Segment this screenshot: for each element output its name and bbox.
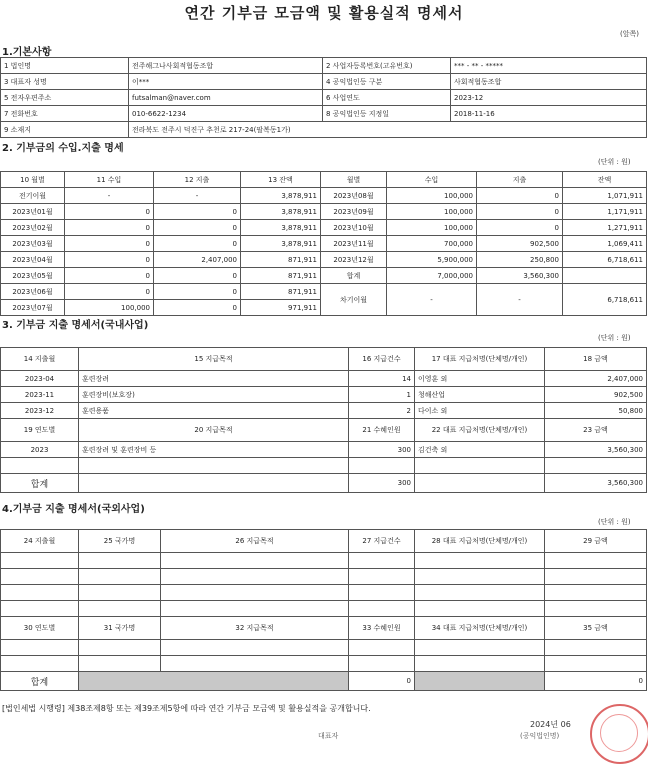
empty-cell xyxy=(1,585,79,601)
column-header: 지출 xyxy=(477,172,563,188)
empty-cell xyxy=(1,569,79,585)
table-row xyxy=(1,403,647,419)
amount-cell: 902,500 xyxy=(477,236,563,252)
amount-cell: 6,718,611 xyxy=(563,252,647,268)
section2-heading: 2. 기부금의 수입.지출 명세 xyxy=(2,143,124,154)
column-header: 14 지출월 xyxy=(1,348,79,371)
table-header-row xyxy=(1,172,647,188)
empty-cell xyxy=(545,458,647,474)
purpose-cell: 훈련장비(보호장) xyxy=(79,387,349,403)
month-cell: 2023-11 xyxy=(1,387,79,403)
month-cell: 차기이월 xyxy=(321,284,387,316)
empty-cell xyxy=(349,585,415,601)
month-cell: 2023년12월 xyxy=(321,252,387,268)
amount-cell: 6,718,611 xyxy=(563,284,647,316)
table-row xyxy=(1,220,647,236)
month-cell: 2023년04월 xyxy=(1,252,65,268)
empty-cell xyxy=(415,569,545,585)
info-label: 9 소재지 xyxy=(1,122,129,138)
table-row xyxy=(1,188,647,204)
amount-cell: 2,407,000 xyxy=(545,371,647,387)
year-cell: 2023 xyxy=(1,442,79,458)
amount-cell: 0 xyxy=(65,220,154,236)
table-row xyxy=(1,640,647,656)
table-row xyxy=(1,387,647,403)
column-header: 16 지급건수 xyxy=(349,348,415,371)
column-header: 33 수혜인원 xyxy=(349,617,415,640)
column-header: 29 금액 xyxy=(545,530,647,553)
info-row xyxy=(1,106,647,122)
shaded-cell xyxy=(79,672,349,691)
amount-cell: 3,878,911 xyxy=(241,204,321,220)
empty-cell xyxy=(349,458,415,474)
month-cell: 2023년08월 xyxy=(321,188,387,204)
amount-cell: 0 xyxy=(65,252,154,268)
amount-cell: 0 xyxy=(65,284,154,300)
table-row xyxy=(1,458,647,474)
column-header: 22 대표 지급처명(단체명/개인) xyxy=(415,419,545,442)
empty-cell xyxy=(545,640,647,656)
column-header: 21 수혜인원 xyxy=(349,419,415,442)
empty-cell xyxy=(1,553,79,569)
amount-cell: 871,911 xyxy=(241,252,321,268)
column-header: 25 국가명 xyxy=(79,530,161,553)
column-header: 잔액 xyxy=(563,172,647,188)
total-count: 300 xyxy=(349,474,415,493)
table-header-row xyxy=(1,530,647,553)
amount-cell: 0 xyxy=(154,220,241,236)
info-row xyxy=(1,58,647,74)
amount-cell: 100,000 xyxy=(387,220,477,236)
amount-cell: 3,878,911 xyxy=(241,236,321,252)
amount-cell: 0 xyxy=(154,284,241,300)
amount-cell: 902,500 xyxy=(545,387,647,403)
amount-cell: 1,271,911 xyxy=(563,220,647,236)
column-header: 30 연도별 xyxy=(1,617,79,640)
empty-cell xyxy=(545,553,647,569)
shaded-cell xyxy=(415,672,545,691)
month-cell: 2023-12 xyxy=(1,403,79,419)
info-label: 2 사업자등록번호(고유번호) xyxy=(323,58,451,74)
month-cell: 2023년03월 xyxy=(1,236,65,252)
column-header: 19 연도별 xyxy=(1,419,79,442)
info-value: 2023-12 xyxy=(451,90,647,106)
amount-cell: 3,878,911 xyxy=(241,220,321,236)
report-date: 2024년 06 xyxy=(530,720,571,729)
empty-cell xyxy=(79,458,349,474)
info-value: 사회적협동조합 xyxy=(451,74,647,90)
info-label: 5 전자우편주소 xyxy=(1,90,129,106)
total-amount: 0 xyxy=(545,672,647,691)
column-header: 수입 xyxy=(387,172,477,188)
month-cell: 2023년06월 xyxy=(1,284,65,300)
empty-cell xyxy=(161,569,349,585)
info-label: 7 전화번호 xyxy=(1,106,129,122)
count-cell: 300 xyxy=(349,442,415,458)
table-row xyxy=(1,553,647,569)
info-row xyxy=(1,90,647,106)
amount-cell: 0 xyxy=(477,220,563,236)
empty-cell xyxy=(415,458,545,474)
total-label: 합계 xyxy=(1,672,79,691)
amount-cell: 50,800 xyxy=(545,403,647,419)
amount-cell: 971,911 xyxy=(241,300,321,316)
empty-cell xyxy=(415,585,545,601)
page-side: (앞쪽) xyxy=(620,30,639,38)
count-cell: 1 xyxy=(349,387,415,403)
info-value: 2018-11-16 xyxy=(451,106,647,122)
total-count: 0 xyxy=(349,672,415,691)
column-header: 20 지급목적 xyxy=(79,419,349,442)
empty-cell xyxy=(79,656,161,672)
amount-cell: 3,878,911 xyxy=(241,188,321,204)
info-label: 8 공익법인등 지정일 xyxy=(323,106,451,122)
info-label: 1 법인명 xyxy=(1,58,129,74)
amount-cell: 0 xyxy=(154,268,241,284)
domestic-expense-table xyxy=(0,347,647,493)
empty-cell xyxy=(1,656,79,672)
total-label: 합계 xyxy=(1,474,79,493)
amount-cell: 3,560,300 xyxy=(545,442,647,458)
info-label: 6 사업연도 xyxy=(323,90,451,106)
month-cell: 2023년10월 xyxy=(321,220,387,236)
column-header: 12 지출 xyxy=(154,172,241,188)
empty-cell xyxy=(79,553,161,569)
empty-cell xyxy=(79,474,349,493)
footer-org-name: (공익법인명) xyxy=(520,732,560,740)
table-row xyxy=(1,236,647,252)
address-value: 전라북도 전주시 덕진구 추천로 217-24(팔복동1가) xyxy=(129,122,647,138)
empty-cell xyxy=(349,553,415,569)
basic-info-table xyxy=(0,57,647,138)
empty-cell xyxy=(349,569,415,585)
payee-cell: 이영훈 외 xyxy=(415,371,545,387)
table-header-row xyxy=(1,348,647,371)
empty-cell xyxy=(79,640,161,656)
column-header: 35 금액 xyxy=(545,617,647,640)
payee-cell: 다이소 외 xyxy=(415,403,545,419)
amount-cell: 5,900,000 xyxy=(387,252,477,268)
table-header-row xyxy=(1,617,647,640)
table-row xyxy=(1,585,647,601)
table-row xyxy=(1,601,647,617)
month-cell: 2023년05월 xyxy=(1,268,65,284)
info-row xyxy=(1,122,647,138)
info-row xyxy=(1,74,647,90)
table-header-row xyxy=(1,419,647,442)
amount-cell: 2,407,000 xyxy=(154,252,241,268)
empty-cell xyxy=(1,601,79,617)
count-cell: 14 xyxy=(349,371,415,387)
column-header: 34 대표 지급처명(단체명/개인) xyxy=(415,617,545,640)
column-header: 23 금액 xyxy=(545,419,647,442)
empty-cell xyxy=(415,474,545,493)
info-value: 이*** xyxy=(129,74,323,90)
total-row xyxy=(1,474,647,493)
month-cell: 2023년02월 xyxy=(1,220,65,236)
empty-cell xyxy=(79,585,161,601)
amount-cell: 700,000 xyxy=(387,236,477,252)
empty-cell xyxy=(161,640,349,656)
table-row xyxy=(1,371,647,387)
amount-cell: - xyxy=(154,188,241,204)
amount-cell: - xyxy=(387,284,477,316)
column-header: 27 지급건수 xyxy=(349,530,415,553)
official-seal-stamp xyxy=(590,704,648,764)
foreign-expense-table xyxy=(0,529,647,691)
column-header: 15 지급목적 xyxy=(79,348,349,371)
section3-unit: (단위 : 원) xyxy=(598,334,631,342)
amount-cell: 0 xyxy=(65,236,154,252)
payee-cell: 청해산업 xyxy=(415,387,545,403)
section4-heading: 4.기부금 지출 명세서(국외사업) xyxy=(2,504,145,515)
amount-cell: - xyxy=(477,284,563,316)
column-header: 월별 xyxy=(321,172,387,188)
section1-heading: 1.기본사항 xyxy=(2,47,52,58)
column-header: 17 대표 지급처명(단체명/개인) xyxy=(415,348,545,371)
table-row xyxy=(1,252,647,268)
column-header: 28 대표 지급처명(단체명/개인) xyxy=(415,530,545,553)
empty-cell xyxy=(415,553,545,569)
empty-cell xyxy=(415,640,545,656)
column-header: 11 수입 xyxy=(65,172,154,188)
section2-unit: (단위 : 원) xyxy=(598,158,631,166)
month-cell: 합계 xyxy=(321,268,387,284)
empty-cell xyxy=(545,585,647,601)
amount-cell: 1,171,911 xyxy=(563,204,647,220)
amount-cell: 0 xyxy=(477,188,563,204)
column-header: 24 지출월 xyxy=(1,530,79,553)
amount-cell: 100,000 xyxy=(65,300,154,316)
empty-cell xyxy=(161,553,349,569)
empty-cell xyxy=(415,601,545,617)
empty-cell xyxy=(545,656,647,672)
empty-cell xyxy=(161,656,349,672)
amount-cell: 1,071,911 xyxy=(563,188,647,204)
empty-cell xyxy=(1,458,79,474)
info-value: 전주해그나사회적협동조합 xyxy=(129,58,323,74)
month-cell: 2023년09월 xyxy=(321,204,387,220)
amount-cell: 0 xyxy=(65,204,154,220)
month-cell: 2023년07월 xyxy=(1,300,65,316)
month-cell: 전기이월 xyxy=(1,188,65,204)
section4-unit: (단위 : 원) xyxy=(598,518,631,526)
amount-cell: 100,000 xyxy=(387,188,477,204)
amount-cell: 1,069,411 xyxy=(563,236,647,252)
empty-cell xyxy=(79,601,161,617)
empty-cell xyxy=(161,601,349,617)
table-row xyxy=(1,268,647,284)
purpose-cell: 훈련용품 xyxy=(79,403,349,419)
amount-cell xyxy=(563,268,647,284)
column-header: 18 금액 xyxy=(545,348,647,371)
month-cell: 2023년01월 xyxy=(1,204,65,220)
info-label: 3 대표자 성명 xyxy=(1,74,129,90)
section3-heading: 3. 기부금 지출 명세서(국내사업) xyxy=(2,320,149,331)
legal-notice: [법인세법 시행령] 제38조제8항 또는 제39조제5항에 따라 연간 기부금 모금액 및 활용실적을 공개합니다. xyxy=(2,704,371,713)
amount-cell: 0 xyxy=(154,300,241,316)
empty-cell xyxy=(349,656,415,672)
purpose-cell: 훈련장려 xyxy=(79,371,349,387)
column-header: 10 월별 xyxy=(1,172,65,188)
table-row xyxy=(1,442,647,458)
month-cell: 2023-04 xyxy=(1,371,79,387)
footer-representative: 대표자 xyxy=(318,732,339,740)
amount-cell: 7,000,000 xyxy=(387,268,477,284)
info-value: futsalman@naver.com xyxy=(129,90,323,106)
column-header: 31 국가명 xyxy=(79,617,161,640)
column-header: 32 지급목적 xyxy=(161,617,349,640)
amount-cell: 0 xyxy=(65,268,154,284)
month-cell: 2023년11월 xyxy=(321,236,387,252)
amount-cell: 250,800 xyxy=(477,252,563,268)
info-label: 4 공익법인등 구분 xyxy=(323,74,451,90)
column-header: 26 지급목적 xyxy=(161,530,349,553)
amount-cell: 871,911 xyxy=(241,284,321,300)
table-row xyxy=(1,656,647,672)
empty-cell xyxy=(1,640,79,656)
table-row xyxy=(1,204,647,220)
empty-cell xyxy=(545,601,647,617)
amount-cell: - xyxy=(65,188,154,204)
purpose-cell: 훈련장려 및 훈련장비 등 xyxy=(79,442,349,458)
column-header: 13 잔액 xyxy=(241,172,321,188)
total-amount: 3,560,300 xyxy=(545,474,647,493)
total-row xyxy=(1,672,647,691)
amount-cell: 100,000 xyxy=(387,204,477,220)
table-row xyxy=(1,284,647,300)
info-value: *** - ** - ***** xyxy=(451,58,647,74)
empty-cell xyxy=(349,601,415,617)
amount-cell: 3,560,300 xyxy=(477,268,563,284)
amount-cell: 0 xyxy=(154,204,241,220)
empty-cell xyxy=(161,585,349,601)
amount-cell: 0 xyxy=(154,236,241,252)
empty-cell xyxy=(415,656,545,672)
empty-cell xyxy=(349,640,415,656)
amount-cell: 871,911 xyxy=(241,268,321,284)
count-cell: 2 xyxy=(349,403,415,419)
page-title: 연간 기부금 모금액 및 활용실적 명세서 xyxy=(184,4,464,22)
amount-cell: 0 xyxy=(477,204,563,220)
payee-cell: 김건축 외 xyxy=(415,442,545,458)
info-value: 010-6622-1234 xyxy=(129,106,323,122)
empty-cell xyxy=(79,569,161,585)
income-expense-table xyxy=(0,171,647,316)
empty-cell xyxy=(545,569,647,585)
table-row xyxy=(1,569,647,585)
